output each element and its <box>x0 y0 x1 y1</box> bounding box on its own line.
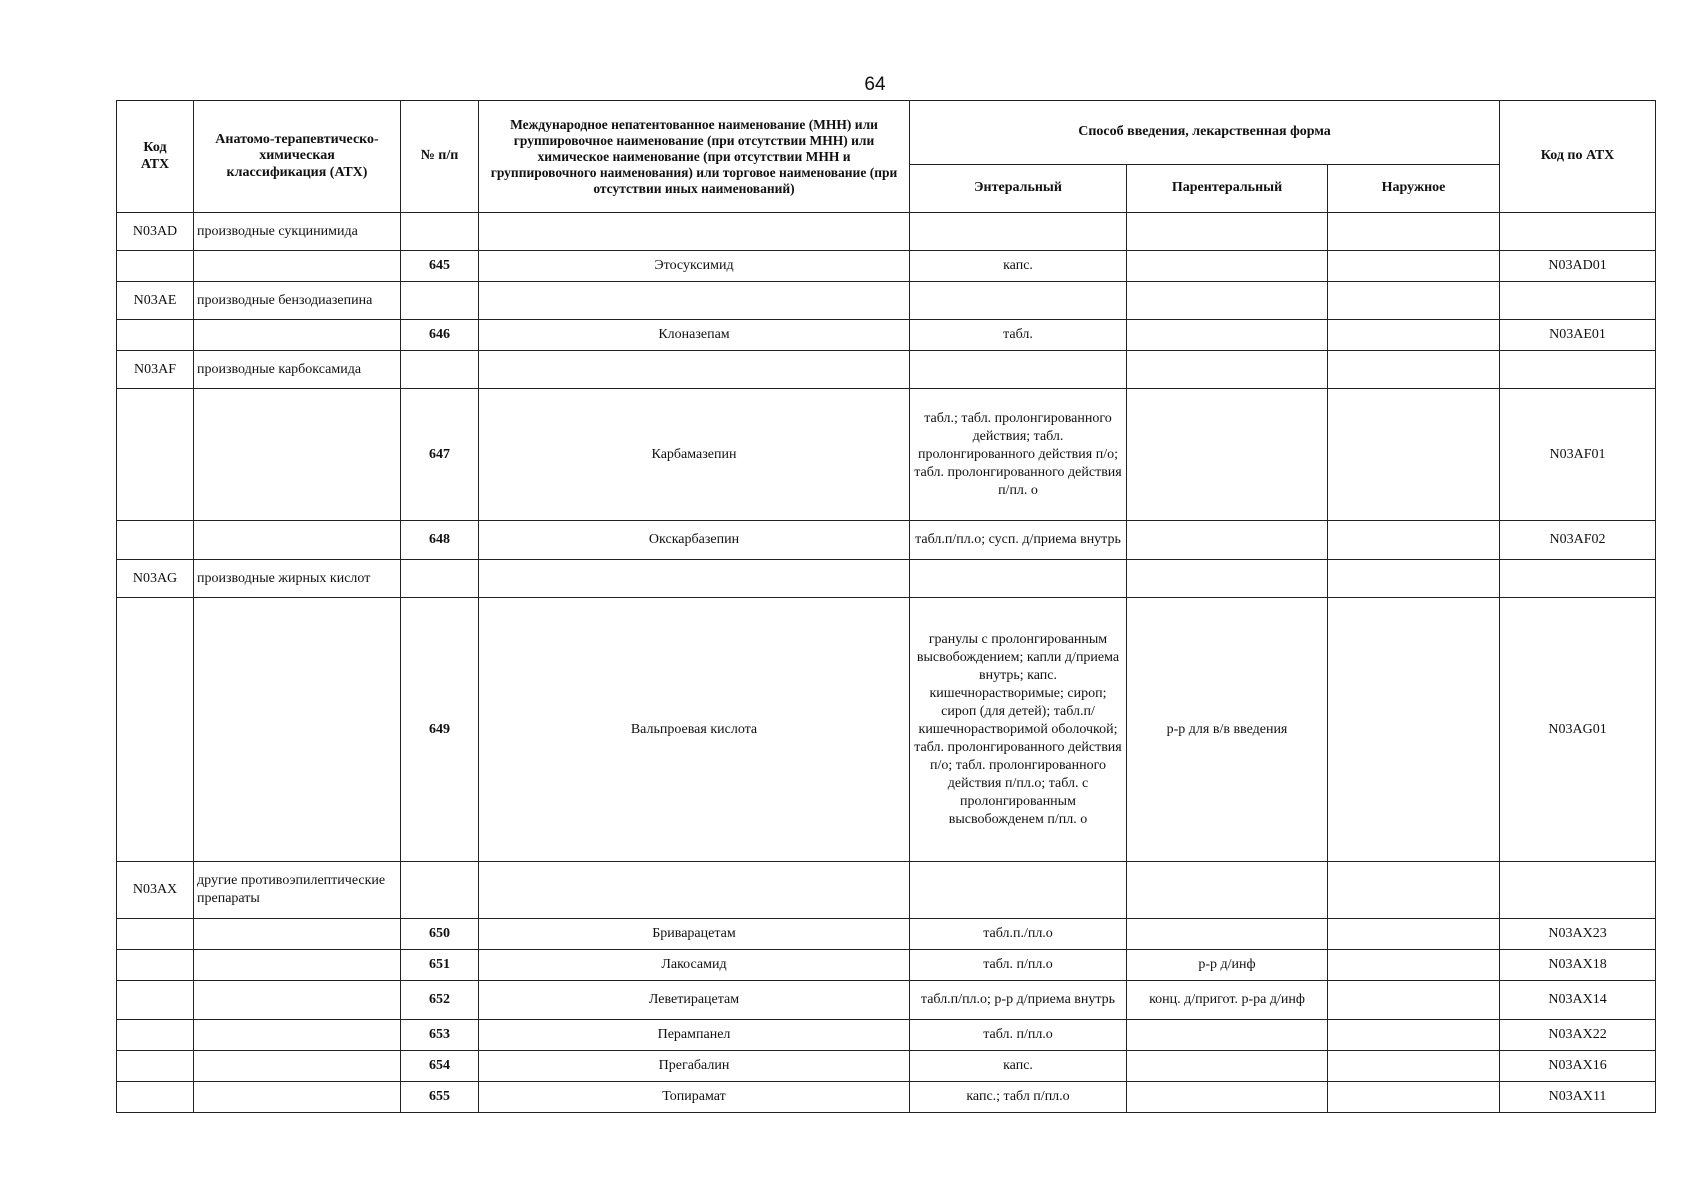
row-number-cell <box>401 862 479 919</box>
header-atx-code-right: Код по АТХ <box>1500 101 1656 213</box>
atx-code-cell <box>1500 282 1656 320</box>
parenteral-form-cell <box>1127 282 1328 320</box>
atx-group-code-cell <box>117 981 194 1020</box>
enteral-form-cell: гранулы с пролонгированным высвобождением; капли д/приема внутрь; капс. кишечнорастворимые; сироп; сироп (для детей); табл.п/кишечнорастворимой оболочкой; табл. пролонгированного действия п/о; табл. пролонгированного действия п/пл.о; табл. с пролонгированным высвобожденем п/пл. о <box>910 598 1127 862</box>
enteral-form-cell: табл.п/пл.о; сусп. д/приема внутрь <box>910 521 1127 560</box>
enteral-form-cell: капс. <box>910 251 1127 282</box>
header-name: Международное непатентованное наименование (МНН) или группировочное наименование (при отсутствии МНН) или химическое наименование (при отсутствии МНН и группировочного наименования) или торговое наименование (при отсутствии иных наименований) <box>479 101 910 213</box>
table-row <box>117 320 1656 351</box>
atx-classification-cell <box>194 1082 401 1113</box>
atx-group-code-cell: N03AE <box>117 282 194 320</box>
drug-name-cell: Этосуксимид <box>479 251 910 282</box>
row-number-cell: 645 <box>401 251 479 282</box>
row-number-cell: 649 <box>401 598 479 862</box>
drug-name-cell <box>479 213 910 251</box>
external-form-cell <box>1328 351 1500 389</box>
table-row <box>117 282 1656 320</box>
atx-code-cell: N03AX18 <box>1500 950 1656 981</box>
atx-classification-cell <box>194 981 401 1020</box>
row-number-cell <box>401 282 479 320</box>
parenteral-form-cell <box>1127 1051 1328 1082</box>
atx-group-code-cell <box>117 1082 194 1113</box>
row-number-cell: 647 <box>401 389 479 521</box>
external-form-cell <box>1328 213 1500 251</box>
table-row <box>117 251 1656 282</box>
row-number-cell <box>401 560 479 598</box>
parenteral-form-cell <box>1127 251 1328 282</box>
header-parenteral: Парентеральный <box>1127 165 1328 213</box>
external-form-cell <box>1328 862 1500 919</box>
enteral-form-cell: табл.; табл. пролонгированного действия; табл. пролонгированного действия п/о; табл. пролонгированного действия п/пл. о <box>910 389 1127 521</box>
enteral-form-cell <box>910 560 1127 598</box>
parenteral-form-cell <box>1127 1082 1328 1113</box>
atx-group-code-cell: N03AD <box>117 213 194 251</box>
atx-classification-cell: другие противоэпилептические препараты <box>194 862 401 919</box>
header-route-group: Способ введения, лекарственная форма <box>910 101 1500 165</box>
external-form-cell <box>1328 950 1500 981</box>
drug-name-cell: Карбамазепин <box>479 389 910 521</box>
atx-group-code-cell <box>117 919 194 950</box>
atx-classification-cell <box>194 1020 401 1051</box>
row-number-cell: 653 <box>401 1020 479 1051</box>
enteral-form-cell: капс. <box>910 1051 1127 1082</box>
atx-group-code-cell: N03AF <box>117 351 194 389</box>
drug-name-cell <box>479 862 910 919</box>
atx-group-code-cell <box>117 320 194 351</box>
atx-code-cell: N03AD01 <box>1500 251 1656 282</box>
header-number: № п/п <box>401 101 479 213</box>
parenteral-form-cell <box>1127 521 1328 560</box>
atx-group-code-cell <box>117 598 194 862</box>
drug-name-cell <box>479 351 910 389</box>
parenteral-form-cell <box>1127 389 1328 521</box>
enteral-form-cell <box>910 351 1127 389</box>
parenteral-form-cell <box>1127 351 1328 389</box>
parenteral-form-cell: конц. д/пригот. р-ра д/инф <box>1127 981 1328 1020</box>
drug-name-cell: Бриварацетам <box>479 919 910 950</box>
atx-classification-cell: производные карбоксамида <box>194 351 401 389</box>
drug-name-cell: Лакосамид <box>479 950 910 981</box>
row-number-cell <box>401 213 479 251</box>
table-row <box>117 919 1656 950</box>
external-form-cell <box>1328 919 1500 950</box>
table-row <box>117 521 1656 560</box>
atx-classification-cell <box>194 598 401 862</box>
table-row <box>117 981 1656 1020</box>
atx-group-code-cell <box>117 1020 194 1051</box>
external-form-cell <box>1328 560 1500 598</box>
external-form-cell <box>1328 282 1500 320</box>
atx-group-code-cell <box>117 251 194 282</box>
drug-name-cell: Окскарбазепин <box>479 521 910 560</box>
table-row <box>117 1020 1656 1051</box>
atx-code-cell: N03AG01 <box>1500 598 1656 862</box>
table-row <box>117 950 1656 981</box>
atx-code-cell <box>1500 351 1656 389</box>
enteral-form-cell: табл. <box>910 320 1127 351</box>
table-row <box>117 598 1656 862</box>
row-number-cell: 651 <box>401 950 479 981</box>
atx-group-code-cell: N03AX <box>117 862 194 919</box>
row-number-cell: 646 <box>401 320 479 351</box>
external-form-cell <box>1328 1051 1500 1082</box>
atx-classification-cell <box>194 521 401 560</box>
row-number-cell: 650 <box>401 919 479 950</box>
atx-classification-cell <box>194 950 401 981</box>
table-row <box>117 351 1656 389</box>
row-number-cell <box>401 351 479 389</box>
atx-code-cell <box>1500 862 1656 919</box>
table-header <box>117 101 1656 213</box>
header-external: Наружное <box>1328 165 1500 213</box>
external-form-cell <box>1328 320 1500 351</box>
table-row <box>117 862 1656 919</box>
external-form-cell <box>1328 981 1500 1020</box>
atx-group-code-cell <box>117 389 194 521</box>
atx-code-cell: N03AF02 <box>1500 521 1656 560</box>
atx-classification-cell <box>194 320 401 351</box>
parenteral-form-cell <box>1127 862 1328 919</box>
parenteral-form-cell: р-р д/инф <box>1127 950 1328 981</box>
atx-classification-cell <box>194 1051 401 1082</box>
external-form-cell <box>1328 521 1500 560</box>
atx-group-code-cell: N03AG <box>117 560 194 598</box>
drug-name-cell: Топирамат <box>479 1082 910 1113</box>
enteral-form-cell <box>910 213 1127 251</box>
atx-group-code-cell <box>117 950 194 981</box>
enteral-form-cell: капс.; табл п/пл.о <box>910 1082 1127 1113</box>
atx-group-code-cell <box>117 521 194 560</box>
atx-code-cell: N03AX16 <box>1500 1051 1656 1082</box>
external-form-cell <box>1328 389 1500 521</box>
atx-classification-cell: производные жирных кислот <box>194 560 401 598</box>
enteral-form-cell <box>910 862 1127 919</box>
table-row <box>117 560 1656 598</box>
parenteral-form-cell <box>1127 560 1328 598</box>
row-number-cell: 654 <box>401 1051 479 1082</box>
table-body <box>117 213 1656 1113</box>
atx-code-cell: N03AX22 <box>1500 1020 1656 1051</box>
atx-classification-cell: производные сукцинимида <box>194 213 401 251</box>
atx-code-cell <box>1500 560 1656 598</box>
parenteral-form-cell <box>1127 1020 1328 1051</box>
parenteral-form-cell: р-р для в/в введения <box>1127 598 1328 862</box>
external-form-cell <box>1328 1020 1500 1051</box>
atx-code-cell: N03AF01 <box>1500 389 1656 521</box>
drug-name-cell: Вальпроевая кислота <box>479 598 910 862</box>
parenteral-form-cell <box>1127 213 1328 251</box>
table-row <box>117 213 1656 251</box>
enteral-form-cell: табл. п/пл.о <box>910 950 1127 981</box>
atx-classification-cell <box>194 251 401 282</box>
atx-classification-cell <box>194 919 401 950</box>
atx-code-cell: N03AX23 <box>1500 919 1656 950</box>
atx-classification-cell <box>194 389 401 521</box>
drug-name-cell: Клоназепам <box>479 320 910 351</box>
atx-code-cell: N03AE01 <box>1500 320 1656 351</box>
external-form-cell <box>1328 1082 1500 1113</box>
atx-code-cell <box>1500 213 1656 251</box>
atx-group-code-cell <box>117 1051 194 1082</box>
page-number: 64 <box>864 74 886 95</box>
parenteral-form-cell <box>1127 919 1328 950</box>
enteral-form-cell: табл.п/пл.о; р-р д/приема внутрь <box>910 981 1127 1020</box>
row-number-cell: 648 <box>401 521 479 560</box>
drug-name-cell: Перампанел <box>479 1020 910 1051</box>
header-classification: Анатомо-терапевтическо-химическая классификация (АТХ) <box>194 101 401 213</box>
drug-name-cell <box>479 282 910 320</box>
enteral-form-cell: табл.п./пл.о <box>910 919 1127 950</box>
row-number-cell: 655 <box>401 1082 479 1113</box>
drug-name-cell: Леветирацетам <box>479 981 910 1020</box>
header-enteral: Энтеральный <box>910 165 1127 213</box>
drug-table <box>116 100 1656 1113</box>
atx-code-cell: N03AX11 <box>1500 1082 1656 1113</box>
external-form-cell <box>1328 251 1500 282</box>
table-row <box>117 389 1656 521</box>
drug-name-cell: Прегабалин <box>479 1051 910 1082</box>
table-row <box>117 1082 1656 1113</box>
atx-classification-cell: производные бензодиазепина <box>194 282 401 320</box>
table-row <box>117 1051 1656 1082</box>
external-form-cell <box>1328 598 1500 862</box>
row-number-cell: 652 <box>401 981 479 1020</box>
header-atx-code: Код АТХ <box>117 101 194 213</box>
enteral-form-cell <box>910 282 1127 320</box>
drug-name-cell <box>479 560 910 598</box>
enteral-form-cell: табл. п/пл.о <box>910 1020 1127 1051</box>
atx-code-cell: N03AX14 <box>1500 981 1656 1020</box>
parenteral-form-cell <box>1127 320 1328 351</box>
